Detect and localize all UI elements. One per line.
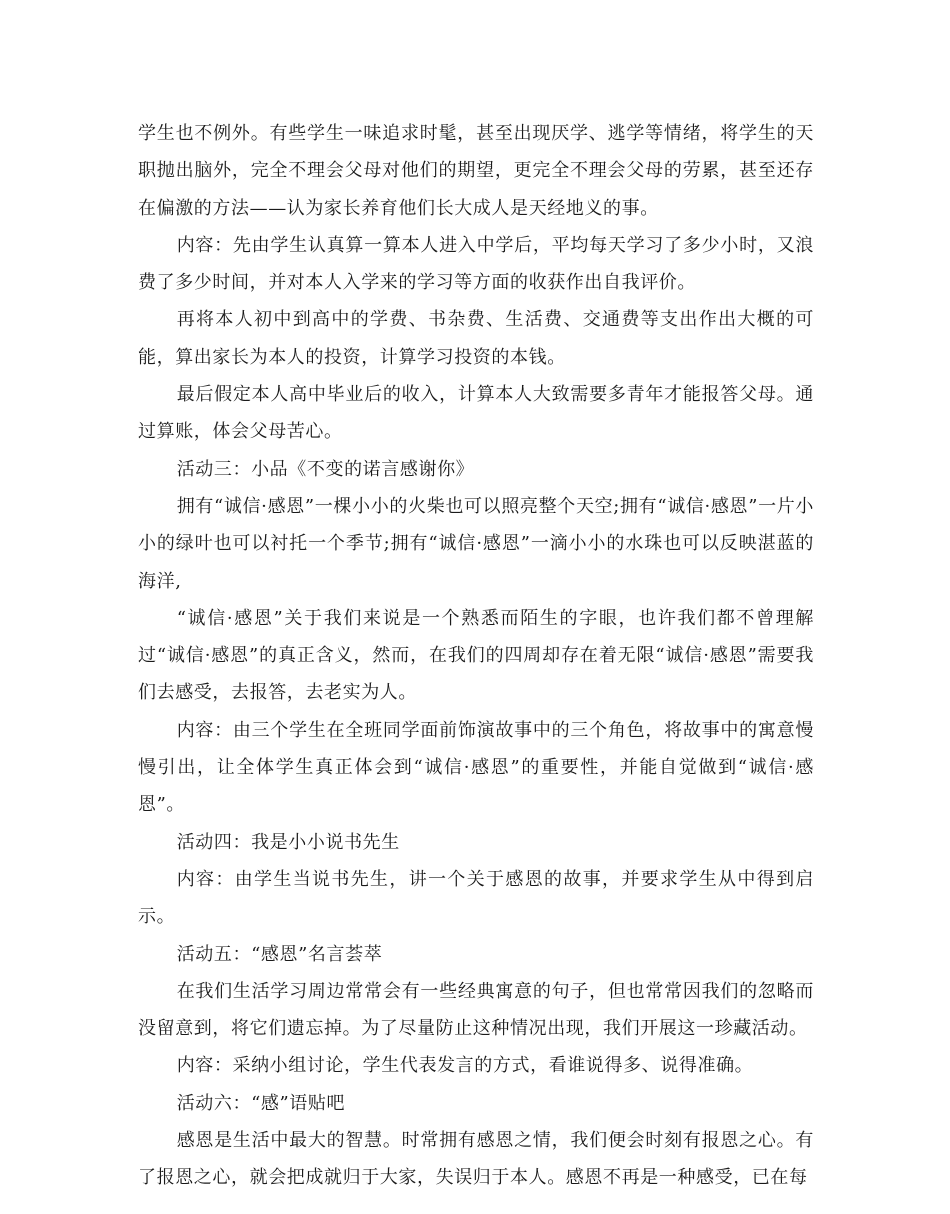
paragraph-10: 内容：由学生当说书先生，讲一个关于感恩的故事，并要求学生从中得到启示。	[138, 868, 814, 928]
paragraph-12: 在我们生活学习周边常常会有一些经典寓意的句子，但也常常因我们的忽略而没留意到，将它们遗忘掉。为了尽量防止这种情况出现，我们开展这一珍藏活动。	[138, 980, 814, 1040]
heading-activity-3: 活动三：小品《不变的诺言感谢你》	[176, 458, 475, 480]
document-body	[138, 115, 814, 1197]
heading-activity-5: 活动五：“感恩”名言荟萃	[176, 943, 383, 965]
paragraph-15: 感恩是生活中最大的智慧。时常拥有感恩之情，我们便会时刻有报恩之心。有了报恩之心，就会把成就归于大家，失误归于本人。感恩不再是一种感受，已在每	[138, 1130, 814, 1189]
paragraph-2: 内容：先由学生认真算一算本人进入中学后，平均每天学习了多少小时，又浪费了多少时间，并对本人入学来的学习等方面的收获作出自我评价。	[138, 234, 814, 294]
paragraph-6: 拥有“诚信·感恩”一棵小小的火柴也可以照亮整个天空;拥有“诚信·感恩”一片小小的绿叶也可以衬托一个季节;拥有“诚信·感恩”一滴小小的水珠也可以反映湛蓝的海洋,	[138, 495, 814, 592]
paragraph-4: 最后假定本人高中毕业后的收入，计算本人大致需要多青年才能报答父母。通过算账，体会父母苦心。	[138, 384, 814, 443]
paragraph-13: 内容：采纳小组讨论，学生代表发言的方式，看谁说得多、说得准确。	[176, 1055, 754, 1077]
heading-activity-6: 活动六：“感”语贴吧	[176, 1092, 346, 1114]
paragraph-3: 再将本人初中到高中的学费、书杂费、生活费、交通费等支出作出大概的可能，算出家长为本人的投资，计算学习投资的本钱。	[138, 309, 814, 368]
paragraph-8: 内容：由三个学生在全班同学面前饰演故事中的三个角色，将故事中的寓意慢慢引出，让全体学生真正体会到“诚信·感恩”的重要性，并能自觉做到“诚信·感恩”。	[138, 719, 814, 816]
paragraph-1: 学生也不例外。有些学生一味追求时髦，甚至出现厌学、逃学等情绪，将学生的天职抛出脑外，完全不理会父母对他们的期望，更完全不理会父母的劳累，甚至还存在偏激的方法——认为家长养育他们长大成人是天经地义的事。	[138, 123, 814, 219]
paragraph-7: “诚信·感恩”关于我们来说是一个熟悉而陌生的字眼，也许我们都不曾理解过“诚信·感恩”的真正含义，然而，在我们的四周却存在着无限“诚信·感恩”需要我们去感受，去报答，去老实为人。	[138, 607, 814, 704]
heading-activity-4: 活动四：我是小小说书先生	[176, 831, 400, 853]
